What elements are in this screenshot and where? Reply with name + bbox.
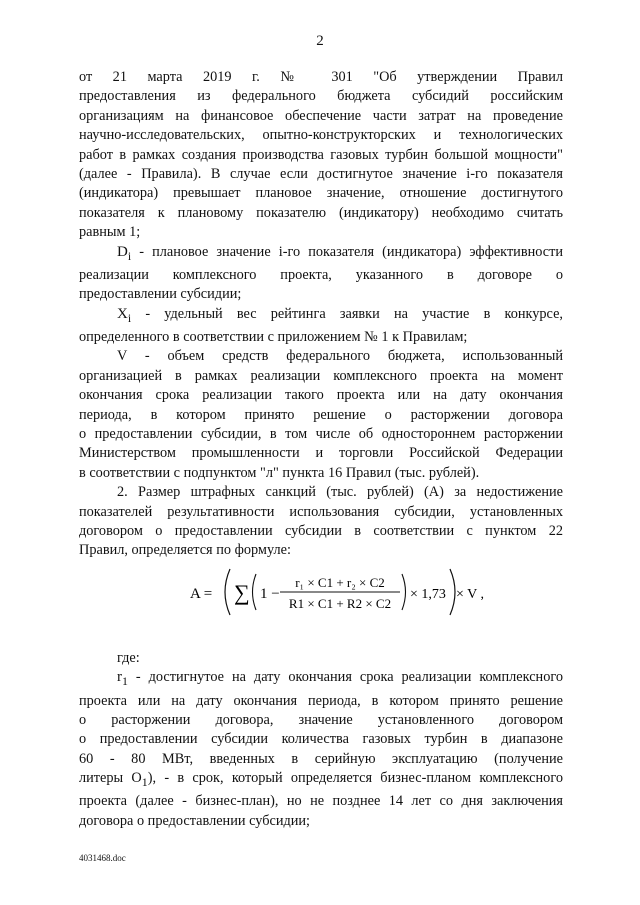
paragraph-line: организацией в рамках реализации комплексного проекта на момент	[79, 367, 563, 384]
paragraph-line: показателей результативности использования субсидии, установленных	[79, 503, 563, 520]
paragraph-line: равным 1;	[79, 224, 141, 241]
paragraph-line: в соответствии с подпунктом "л" пункта 16 Правил (тыс. рублей).	[79, 464, 480, 481]
paragraph-line: предоставления из федерального бюджета субсидий российским	[79, 88, 563, 105]
paragraph-fragment: ), - в срок, который определяется бизнес-планом комплексного	[147, 770, 563, 787]
d-symbol: D	[117, 243, 128, 260]
paragraph-line: о предоставлении субсидии количества газовых турбин в диапазоне	[79, 731, 563, 748]
paragraph-line: научно-исследовательских, опытно-конструкторских и технологических	[79, 127, 563, 144]
x-subscript: i	[127, 310, 132, 325]
document-body	[79, 68, 563, 831]
paragraph-line: окончания срока реализации такого проекта или на дату окончания	[79, 387, 563, 404]
paragraph-line: о предоставлении субсидии, в том числе об одностороннем расторжении	[79, 426, 563, 443]
definition-v: V - объем средств федерального бюджета, использованный	[117, 348, 563, 365]
file-name-footer: 4031468.doc	[79, 853, 126, 863]
r1-subscript: 1	[122, 674, 128, 689]
paragraph-line: показателя к плановому показателю (индикатору) необходимо считать	[79, 204, 563, 221]
paragraph-2: 2. Размер штрафных санкций (тыс. рублей) (А) за недостижение	[117, 484, 563, 501]
paragraph-line: - достигнутое на дату окончания срока реализации комплексного	[127, 669, 563, 686]
inner-left-paren	[253, 574, 257, 610]
fraction-denominator: R1 × C1 + R2 × C2	[288, 596, 392, 611]
big-right-paren	[450, 569, 455, 615]
paragraph-line: от 21 марта 2019 г. № 301 "Об утверждении Правил	[79, 69, 563, 85]
formula-lhs: A =	[190, 586, 213, 602]
coefficient: × 1,73	[410, 587, 446, 602]
where-label: где:	[117, 649, 140, 666]
o-subscript: 1	[141, 775, 148, 790]
paragraph-line: реализации комплексного проекта, указанного в договоре о	[79, 266, 563, 283]
paragraph-line	[79, 769, 563, 792]
paragraph-line: (далее - Правила). В случае если достигнутое значение i-го показателя	[79, 166, 563, 183]
paragraph-line: - плановое значение i-го показателя (индикатора) эффективности	[131, 243, 563, 260]
paragraph-line: организациям на финансовое обеспечение части затрат на проведение	[79, 107, 563, 124]
paragraph-line: договором о предоставлении субсидии в соответствии с пунктом 22	[79, 523, 563, 540]
inner-right-paren	[402, 574, 406, 610]
definition-r1	[79, 668, 563, 691]
paragraph-line: предоставлении субсидии;	[79, 286, 242, 303]
penalty-formula	[190, 565, 490, 620]
paragraph-line: проекта (далее - бизнес-план), но не позднее 14 лет со дня заключения	[79, 793, 563, 810]
r1-symbol: r	[117, 669, 122, 686]
definition-d	[79, 243, 563, 266]
paragraph-line: проекта или на дату окончания периода, в котором принято решение	[79, 692, 563, 709]
d-subscript: i	[127, 248, 132, 263]
fraction-numerator: r₁ × C1 + r₂ × C2	[295, 575, 385, 590]
paragraph-line: Министерством промышленности и торговли Российской Федерации	[79, 445, 563, 462]
sigma-symbol: ∑	[234, 580, 250, 605]
page-number: 2	[316, 33, 324, 49]
paragraph-fragment: литеры О	[79, 770, 142, 787]
paragraph-line: определенного в соответствии с приложением № 1 к Правилам;	[79, 329, 468, 345]
one-minus: 1 −	[260, 586, 280, 602]
x-symbol: X	[117, 305, 128, 322]
paragraph-line: 60 - 80 МВт, введенных в серийную эксплуатацию (получение	[79, 750, 563, 767]
paragraph-line: договора о предоставлении субсидии;	[79, 812, 311, 829]
paragraph-line: - удельный вес рейтинга заявки на участие в конкурсе,	[131, 305, 563, 322]
paragraph-line: периода, в котором принято решение о расторжении договора	[79, 406, 563, 423]
paragraph-line: работ в рамках создания производства газовых турбин большой мощности"	[79, 146, 563, 163]
definition-x	[79, 305, 563, 328]
big-left-paren	[225, 569, 230, 615]
formula-end: × V ,	[456, 587, 484, 602]
paragraph-line: (индикатора) превышает плановое значение, отношение достигнутого	[79, 185, 563, 202]
paragraph-line: Правил, определяется по формуле:	[79, 542, 291, 559]
paragraph-line: о расторжении договора, значение установленного договором	[79, 711, 563, 728]
